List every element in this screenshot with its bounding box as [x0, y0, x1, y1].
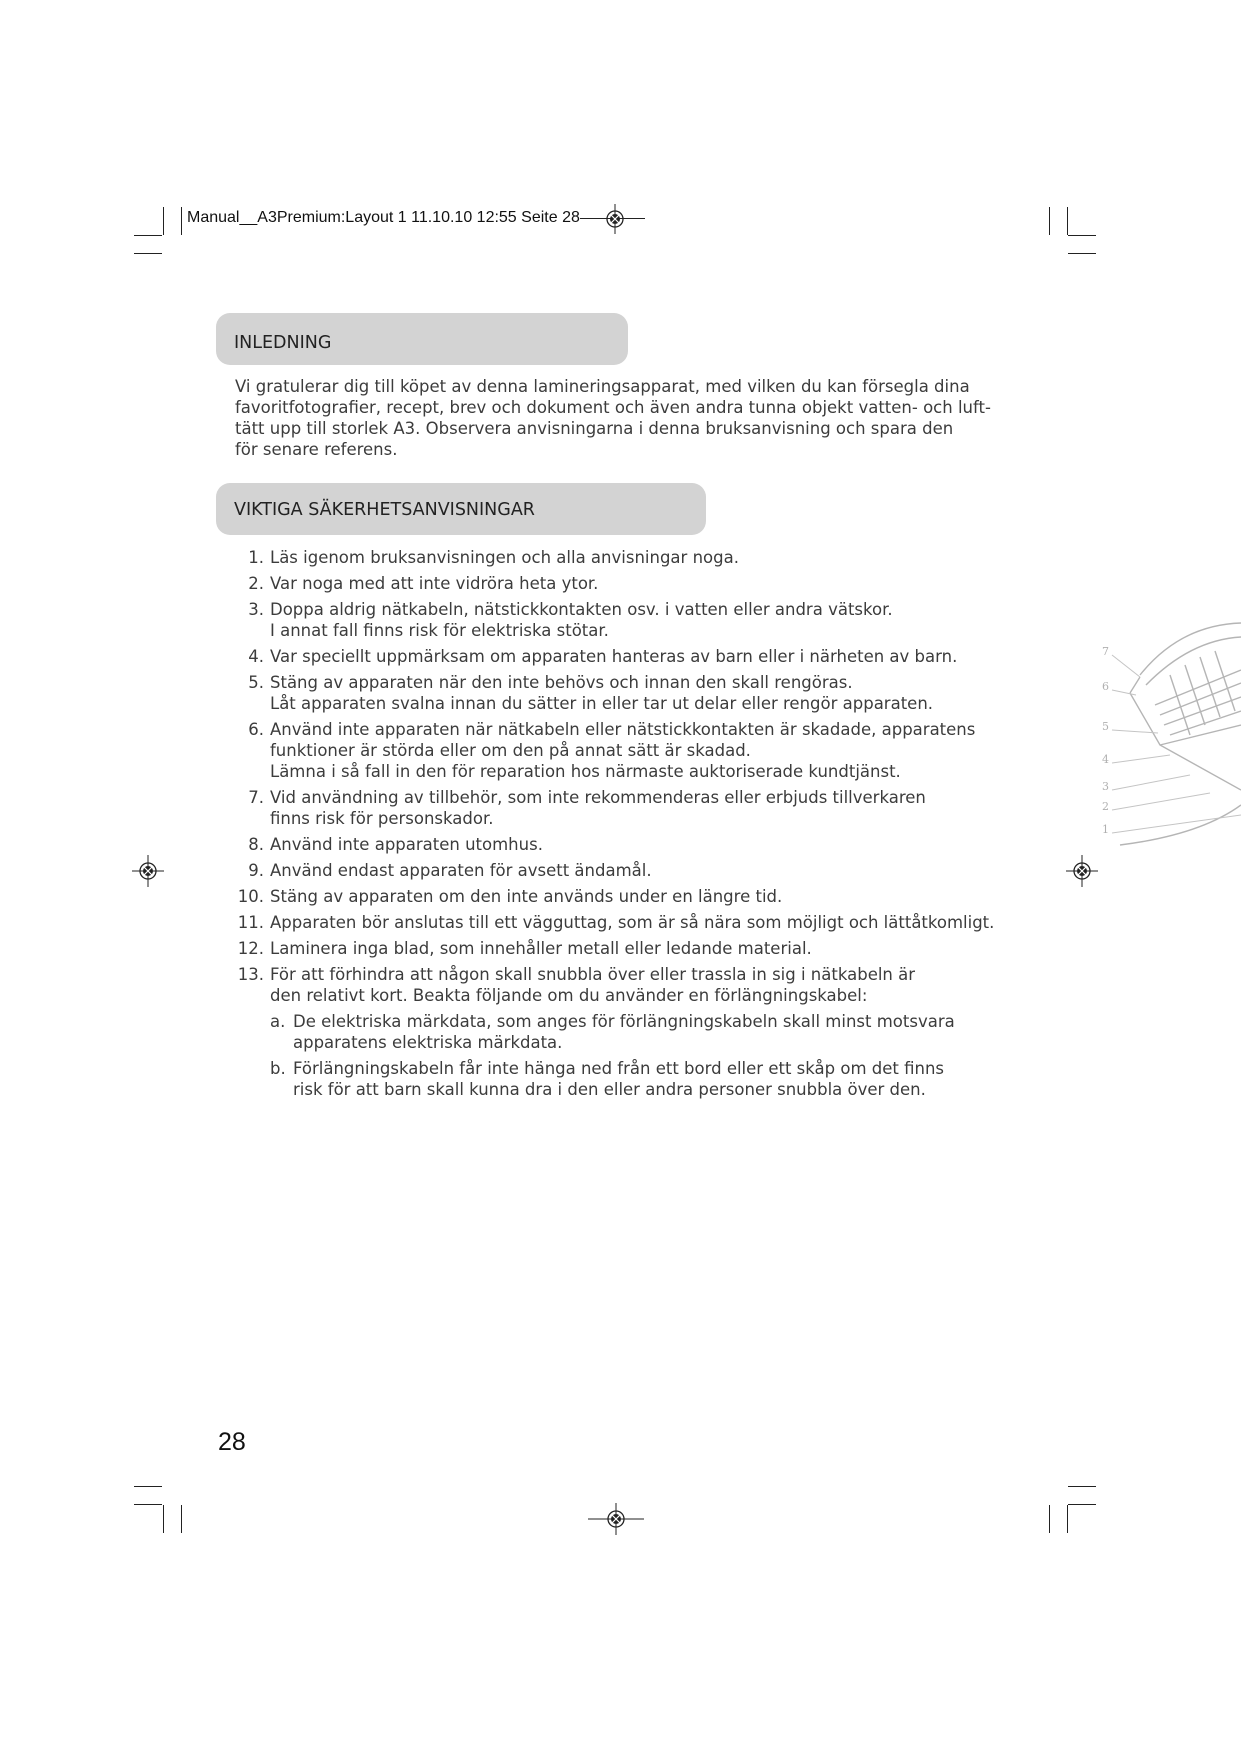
item-text: Lämna i så fall in den för reparation hos närmaste auktoriserade kundtjänst. [270, 762, 901, 781]
illustration-label: 4 [1102, 753, 1109, 766]
item-text: finns risk för personskador. [270, 809, 494, 828]
page-number: 28 [218, 1428, 246, 1456]
list-item [230, 573, 1010, 594]
crop-mark [134, 235, 162, 236]
crop-mark [1067, 207, 1068, 235]
sub-item-text: De elektriska märkdata, som anges för förlängningskabeln skall minst motsvara [293, 1012, 955, 1031]
item-text: Stäng av apparaten om den inte används under en längre tid. [270, 887, 783, 906]
registration-mark-icon [132, 855, 164, 887]
sub-item-text: Förlängningskabeln får inte hänga ned från ett bord eller ett skåp om det finns [293, 1059, 945, 1078]
intro-line: favoritfotografier, recept, brev och dokument och även andra tunna objekt vatten- och luft- [235, 398, 991, 417]
item-number: 9. [248, 861, 264, 880]
item-number: 1. [248, 548, 264, 567]
item-text: den relativt kort. Beakta följande om du använder en förlängningskabel: [270, 986, 868, 1005]
crop-mark [181, 207, 182, 235]
item-text: För att förhindra att någon skall snubbla över eller trassla in sig i nätkabeln är [270, 965, 916, 984]
list-item [230, 672, 1010, 714]
crop-mark [1049, 1505, 1050, 1533]
illustration-label: 7 [1102, 645, 1109, 658]
list-item [230, 964, 1010, 1100]
item-number: 11. [237, 913, 264, 932]
item-number: 2. [248, 574, 264, 593]
sub-item-letter: a. [270, 1012, 286, 1031]
crop-mark [1068, 253, 1096, 254]
crop-mark [134, 253, 162, 254]
registration-mark-icon [1066, 855, 1098, 887]
safety-heading: VIKTIGA SÄKERHETSANVISNINGAR [234, 500, 535, 520]
crop-mark [1068, 1486, 1096, 1487]
item-text: Använd inte apparaten när nätkabeln eller nätstickkontakten är skadade, apparatens [270, 720, 976, 739]
intro-paragraph [235, 376, 995, 460]
sub-item-text: apparatens elektriska märkdata. [293, 1033, 563, 1052]
item-number: 5. [248, 673, 264, 692]
registration-mark-icon [595, 204, 635, 234]
item-text: Var speciellt uppmärksam om apparaten hanteras av barn eller i närheten av barn. [270, 647, 958, 666]
registration-mark-icon [588, 1503, 644, 1535]
intro-line: tätt upp till storlek A3. Observera anvisningarna i denna bruksanvisning och spara den [235, 419, 954, 438]
sub-list-item [270, 1058, 1010, 1100]
item-text: Använd endast apparaten för avsett ändamål. [270, 861, 652, 880]
list-item [230, 719, 1010, 782]
list-item [230, 912, 1010, 933]
list-item [230, 547, 1010, 568]
list-item [230, 599, 1010, 641]
item-text: Låt apparaten svalna innan du sätter in eller tar ut delar eller rengör apparaten. [270, 694, 934, 713]
illustration-label: 3 [1102, 780, 1109, 793]
intro-heading: INLEDNING [234, 333, 332, 353]
item-number: 6. [248, 720, 264, 739]
list-item [230, 886, 1010, 907]
item-text: I annat fall finns risk för elektriska stötar. [270, 621, 609, 640]
item-text: Använd inte apparaten utomhus. [270, 835, 543, 854]
item-number: 4. [248, 647, 264, 666]
item-number: 7. [248, 788, 264, 807]
item-text: Vid användning av tillbehör, som inte rekommenderas eller erbjuds tillverkaren [270, 788, 926, 807]
item-number: 3. [248, 600, 264, 619]
crop-mark [1068, 235, 1096, 236]
crop-mark [181, 1505, 182, 1533]
sub-list-item [270, 1011, 1010, 1053]
item-number: 12. [237, 939, 264, 958]
safety-list [230, 547, 1010, 1100]
sub-item-text: risk för att barn skall kunna dra i den eller andra personer snubbla över den. [293, 1080, 926, 1099]
list-item [230, 938, 1010, 959]
item-text: Var noga med att inte vidröra heta ytor. [270, 574, 599, 593]
intro-line: för senare referens. [235, 440, 398, 459]
crop-mark [163, 1505, 164, 1533]
illustration-label: 5 [1102, 720, 1109, 733]
item-text: Apparaten bör anslutas till ett vägguttag, som är så nära som möjligt och lättåtkomligt. [270, 913, 995, 932]
crop-mark [1067, 1505, 1068, 1533]
item-text: Läs igenom bruksanvisningen och alla anvisningar noga. [270, 548, 739, 567]
print-slug: Manual__A3Premium:Layout 1 11.10.10 12:55 Seite 28 [187, 209, 580, 226]
crop-mark [1068, 1504, 1096, 1505]
sub-item-letter: b. [270, 1059, 286, 1078]
illustration-label: 2 [1102, 800, 1109, 813]
intro-line: Vi gratulerar dig till köpet av denna lamineringsapparat, med vilken du kan försegla dina [235, 377, 970, 396]
laminator-illustration [1100, 615, 1241, 855]
item-text: Laminera inga blad, som innehåller metall eller ledande material. [270, 939, 812, 958]
item-text: Stäng av apparaten när den inte behövs och innan den skall rengöras. [270, 673, 853, 692]
item-text: Doppa aldrig nätkabeln, nätstickkontakten osv. i vatten eller andra vätskor. [270, 600, 893, 619]
crop-mark [134, 1486, 162, 1487]
crop-mark [163, 207, 164, 235]
crop-mark [1049, 207, 1050, 235]
list-item [230, 646, 1010, 667]
item-number: 13. [237, 965, 264, 984]
list-item [230, 860, 1010, 881]
illustration-label: 6 [1102, 680, 1109, 693]
crop-mark [134, 1504, 162, 1505]
item-number: 8. [248, 835, 264, 854]
item-text: funktioner är störda eller om den på annat sätt är skadad. [270, 741, 751, 760]
illustration-label: 1 [1102, 823, 1109, 836]
list-item [230, 834, 1010, 855]
list-item [230, 787, 1010, 829]
item-number: 10. [237, 887, 264, 906]
